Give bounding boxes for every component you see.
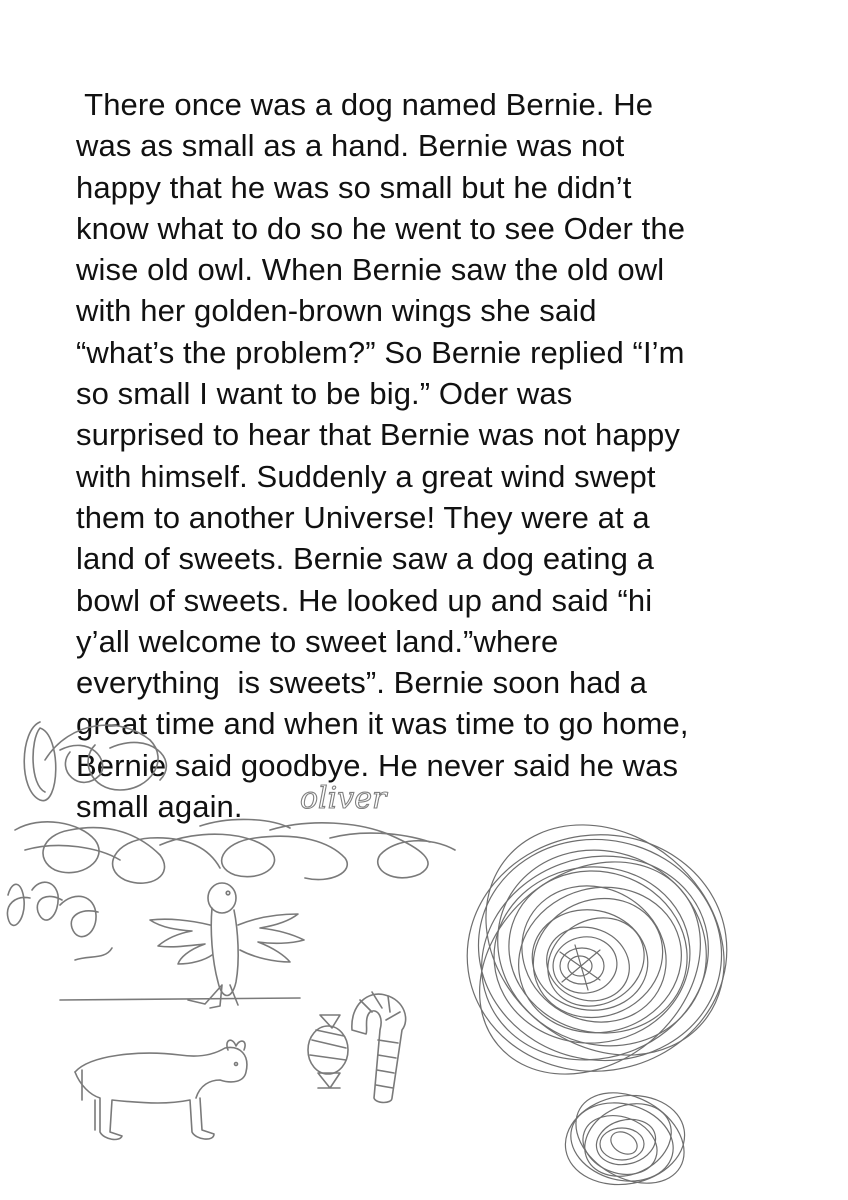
story-line: small again. xyxy=(76,789,243,825)
dog-drawing xyxy=(75,1040,247,1139)
candy-cane-drawing xyxy=(352,992,406,1103)
story-text xyxy=(76,84,776,827)
story-line: wise old owl. When Bernie saw the old owl xyxy=(76,252,665,288)
story-line: happy that he was so small but he didn’t xyxy=(76,169,632,205)
story-line: land of sweets. Bernie saw a dog eating a xyxy=(76,541,654,577)
bird-drawing xyxy=(150,883,304,1008)
story-line: was as small as a hand. Bernie was not xyxy=(76,128,625,164)
story-line: with himself. Suddenly a great wind swept xyxy=(76,458,656,494)
story-line: with her golden-brown wings she said xyxy=(76,293,597,329)
story-line: everything is sweets”. Bernie soon had a xyxy=(76,665,648,701)
story-line: There once was a dog named Bernie. He xyxy=(76,87,654,122)
story-line: Bernie said goodbye. He never said he was xyxy=(76,747,679,783)
svg-text:oliver: oliver xyxy=(300,781,387,816)
story-line: them to another Universe! They were at a xyxy=(76,499,650,535)
small-scribble-drawing xyxy=(558,1074,700,1200)
candy-drawing xyxy=(308,1015,348,1088)
story-line: surprised to hear that Bernie was not happy xyxy=(76,417,680,453)
story-line: so small I want to be big.” Oder was xyxy=(76,376,573,412)
story-line: know what to do so he went to see Oder the xyxy=(76,210,686,246)
story-line: “what’s the problem?” So Bernie replied “I’m xyxy=(76,334,685,370)
story-line: great time and when it was time to go home, xyxy=(76,706,689,742)
story-line: bowl of sweets. He looked up and said “hi xyxy=(76,582,653,618)
story-line: y’all welcome to sweet land.”where xyxy=(76,623,559,659)
scribble-ball-drawing xyxy=(437,777,771,1118)
